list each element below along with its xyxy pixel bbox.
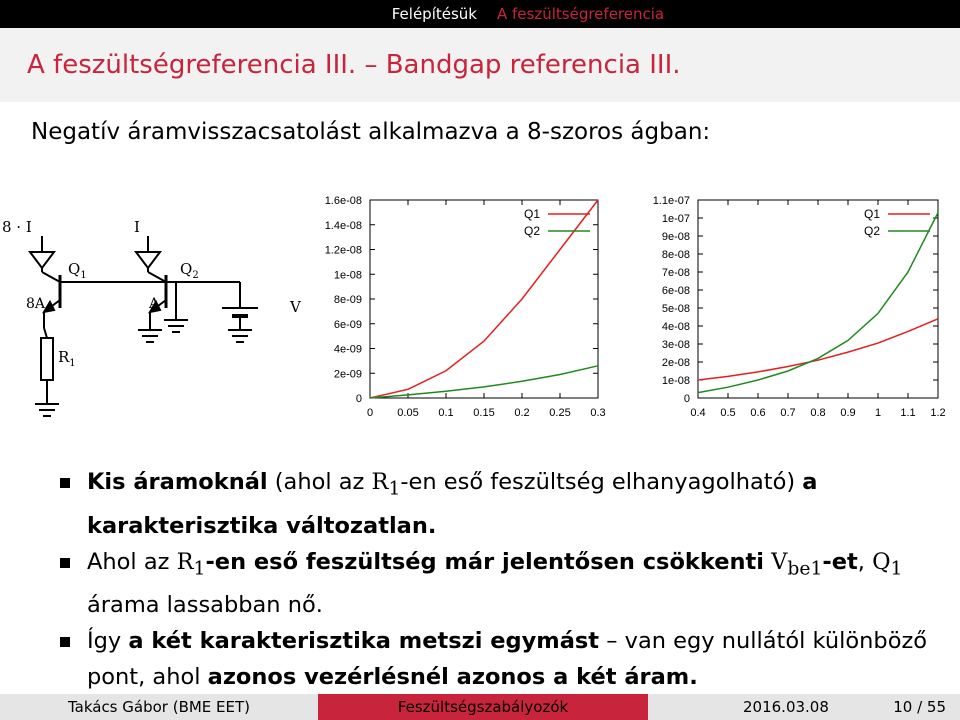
- q2-collector: [148, 272, 166, 282]
- legend-label: Q1: [523, 207, 540, 221]
- r1-top-wire: [44, 328, 47, 338]
- y-tick-label: 1.4e-08: [324, 219, 362, 232]
- x-tick-label: 0.8: [810, 407, 826, 419]
- series-line-q2: [698, 213, 938, 393]
- footer-page-number: 10 / 55: [893, 698, 946, 716]
- legend-label: Q1: [863, 207, 880, 221]
- bullet-square-icon: [60, 637, 70, 647]
- y-tick-label: 1e-08: [661, 375, 690, 387]
- bullet-text-segment: R: [176, 548, 194, 575]
- bullet-text-segment: ,: [857, 548, 873, 575]
- footer-topic: Feszültségszabályozók: [318, 694, 648, 720]
- x-tick-label: 0.25: [549, 407, 571, 419]
- q2-label: $Q_2$: [180, 260, 199, 281]
- footer: [0, 694, 960, 720]
- bullet-square-icon: [60, 558, 70, 568]
- bullet-text-segment: Q: [872, 548, 891, 575]
- y-tick-label: 4e-09: [333, 343, 362, 356]
- y-tick-label: 3e-08: [661, 339, 690, 351]
- y-tick-label: 5e-08: [661, 303, 690, 315]
- legend-label: Q2: [863, 224, 880, 238]
- ground-icon: [164, 320, 188, 332]
- figure: [0, 190, 960, 450]
- x-tick-label: 1: [874, 407, 882, 419]
- y-tick-label: 1.1e-07: [652, 195, 690, 207]
- plot-frame: [698, 200, 938, 398]
- y-tick-label: 1e-08: [333, 269, 362, 282]
- y-tick-label: 6e-09: [333, 318, 362, 331]
- r1-label: $R_1$: [58, 348, 76, 369]
- y-tick-label: 2e-08: [661, 357, 690, 369]
- y-tick-label: 8e-08: [661, 249, 690, 261]
- top-navigation-bar: [0, 0, 960, 28]
- ground-icon: [35, 404, 59, 416]
- q1-emitter-arrow-icon: [44, 302, 54, 312]
- x-tick-label: 0.4: [690, 407, 706, 419]
- bullet-list: [60, 464, 940, 695]
- q1-collector: [42, 272, 60, 282]
- bullet-text-segment: 1: [388, 478, 401, 500]
- x-tick-label: 0.9: [840, 407, 856, 419]
- bullet-text-segment: azonos vezérlésnél azonos a két áram.: [207, 664, 698, 690]
- slide-title: A feszültségreferencia III. – Bandgap referencia III.: [27, 50, 681, 80]
- x-tick-label: 0.7: [780, 407, 796, 419]
- x-tick-label: 0.1: [438, 407, 454, 419]
- bullet-text-segment: be1: [787, 558, 823, 579]
- x-tick-label: 0.5: [720, 407, 736, 419]
- circuit-labels: [2, 218, 302, 369]
- current-source-right-icon: [136, 252, 160, 268]
- bullet-text-segment: 1: [193, 558, 206, 579]
- y-tick-label: 6e-08: [661, 285, 690, 297]
- y-tick-label: 2e-09: [333, 368, 362, 381]
- bullet-text-segment: -en eső feszültség már jelentősen csökkenti: [205, 548, 764, 575]
- bullet-text-segment: (ahol az: [267, 469, 372, 495]
- y-tick-label: 1.2e-08: [324, 244, 362, 257]
- x-tick-label: 0.2: [514, 407, 530, 419]
- bullet-text-segment: a két karakterisztika metszi egymást: [128, 628, 600, 654]
- bullet-text-segment: -et: [822, 548, 858, 575]
- footer-author: Takács Gábor (BME EET): [0, 694, 318, 720]
- series-line-q1: [370, 200, 598, 398]
- voltage-label: V: [290, 298, 301, 316]
- bullet-text-segment: – van egy nullától különböző pont, ahol: [87, 628, 928, 690]
- footer-right: [648, 694, 960, 720]
- source-right-label: I: [134, 218, 140, 236]
- x-tick-label: 0.3: [590, 407, 606, 419]
- bullet-text-segment: -en eső feszültség elhanyagolható): [400, 469, 803, 495]
- bullet-text-segment: Így: [87, 628, 129, 654]
- plot-frame: [370, 200, 598, 398]
- bullet-text-segment: R: [371, 469, 389, 495]
- y-tick-label: 1e-07: [661, 213, 690, 225]
- x-tick-label: 0: [366, 407, 374, 419]
- bullet-text-segment: árama lassabban nő.: [87, 592, 323, 618]
- circuit-schematic: [30, 236, 258, 416]
- y-tick-label: 0: [355, 393, 362, 405]
- x-tick-label: 1.2: [930, 407, 946, 419]
- ground-icon: [228, 330, 252, 342]
- x-tick-label: 1.1: [900, 407, 916, 419]
- y-tick-label: 1.6e-08: [324, 195, 362, 207]
- y-tick-label: 9e-08: [661, 231, 690, 243]
- y-tick-label: 7e-08: [661, 267, 690, 279]
- nav-subsection-link[interactable]: A feszültségreferencia: [497, 5, 665, 23]
- area-left-label: 8A: [26, 296, 46, 312]
- y-tick-label: 0: [683, 393, 690, 405]
- x-tick-label: 0.6: [750, 407, 766, 419]
- bullet-text-segment: V: [771, 548, 788, 575]
- footer-date: 2016.03.08: [743, 698, 829, 716]
- legend-label: Q2: [523, 224, 540, 238]
- chart-right: [653, 195, 946, 419]
- x-tick-label: 0.15: [473, 407, 495, 419]
- area-right-label: A: [149, 296, 160, 312]
- bullet-item: [60, 544, 940, 624]
- resistor-r1-icon: [41, 338, 53, 380]
- ground-icon: [138, 330, 162, 342]
- chart-left: [325, 195, 606, 419]
- series-line-q1: [698, 319, 938, 380]
- bullet-text-segment: a karakterisztika változatlan.: [87, 469, 818, 539]
- current-source-left-icon: [30, 252, 54, 268]
- bullet-text-segment: Ahol az: [87, 548, 177, 575]
- y-tick-label: 8e-09: [333, 294, 362, 306]
- bullet-text-segment: Kis áramoknál: [87, 469, 268, 495]
- bullet-square-icon: [60, 478, 70, 488]
- nav-section-link[interactable]: Felépítésük: [391, 5, 477, 23]
- y-tick-label: 4e-08: [661, 321, 690, 333]
- bullet-text-segment: 1: [890, 558, 903, 579]
- intro-text: Negatív áramvisszacsatolást alkalmazva a 8-szoros ágban:: [31, 119, 711, 145]
- source-left-label: 8 · I: [2, 218, 32, 236]
- q1-label: $Q_1$: [68, 260, 87, 281]
- bullet-item: [60, 623, 940, 695]
- bullet-item: [60, 464, 940, 544]
- x-tick-label: 0.05: [397, 407, 419, 419]
